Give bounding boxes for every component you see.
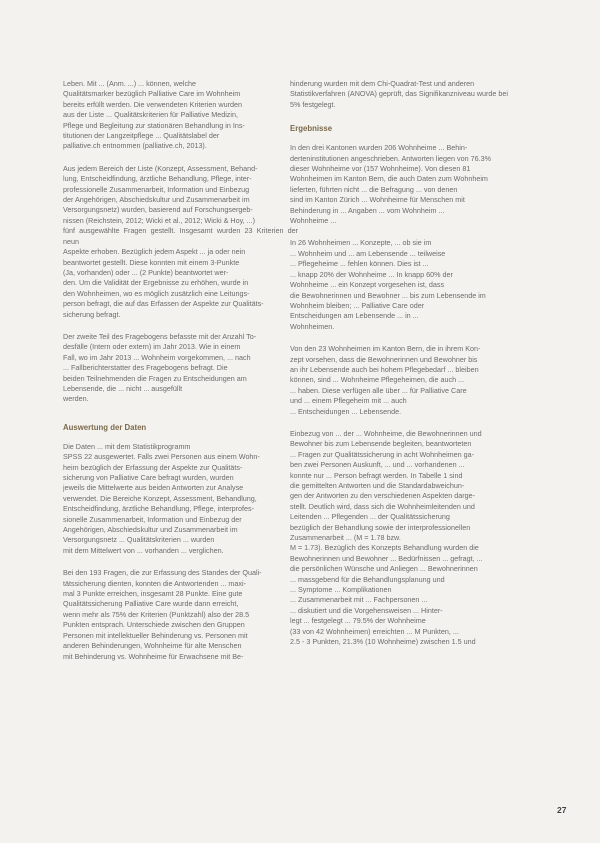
paragraph: Der zweite Teil des Fragebogens befasste mit der Anzahl To- desfälle (Intern oder extern) im Jahr 2013. Wie in einem Fall, wo im Jahr 2013 ... Wohnheim vorgekommen, ... nach ... Fallberichterstatter des Fragebogens befragt. Die beiden Teilnehmenden die Fragen zu Entscheidungen am Lebensende, die ... nicht ... ausgefüllt werden. [63, 331, 257, 404]
paragraph: hinderung wurden mit dem Chi-Quadrat-Test und anderen Statistikverfahren (ANOVA) geprüft, das Signifikanzniveau wurde bei 5% festgelegt. [290, 79, 508, 109]
section-heading-ergebnisse: Ergebnisse [290, 124, 333, 134]
paragraph: Leben. Mit ... (Anm. ...) ... können, welche Qualitätsmarker bezüglich Palliative Care im Wohnheim bereits erfüllt werden. Die verwendeten Kriterien wurden aus der Liste ... Qualitätskriterien für Palliative Medizin, Pflege und Begleitung zur stationären Behandlung in Ins- titutionen der Langzeitpflege ... Qualitätslabel der palliative.ch entnommen (palliative.ch, 2013). [63, 79, 245, 151]
page-number: 27 [557, 805, 567, 815]
paragraph: In 26 Wohnheimen ... Konzepte, ... ob sie im ... Wohnheim und ... am Lebensende ... teilweise ... Pflegeheime ... fehlen können. Dies ist ... ... knapp 20% der Wohnheime ... In knapp 60% der Wohnheime ... ein Konzept vorgesehen ist, dass die Bewohnerinnen und Bewohner ... bis zum Lebensende im Wohnheim bleiben; ... Palliative Care oder Entscheidungen am Lebensende ... in ... Wohnheimen. [290, 238, 486, 331]
paragraph: In den drei Kantonen wurden 206 Wohnheime ... Behin- derteninstitutionen angeschrieben. Antworten liegen von 76.3% dieser Wohnheime vor (157 Wohnheime). Von diesen 81 Wohnheimen im Kanton Bern, die auch Daten zum Wohnheim lieferten, führten nicht ... die Befragung ... von denen sind im Kanton Zürich ... Wohnheime für Menschen mit Behinderung in ... Angaben ... vom Wohnheim ... Wohnheime ... [290, 143, 491, 226]
paragraph: Aus jedem Bereich der Liste (Konzept, Assessment, Behand- lung, Entscheidfindung, ärztliche Behandlung, Pflege, inter- professionelle Zusammenarbeit, Information und Einbezug der Angehörigen, Abschiedskultur und Zusammenarbeit im Versorgungsnetz) wurden, basierend auf Forschungsergeb- nissen (Reichstein, 2012; Wicki et al., 2012; Wicki & Hoy, ...) fünf ausgewählte Fragen gestellt. Insgesamt wurden 23 Kriterien der neun Aspekte erhoben. Bezüglich jedem Aspekt ... ja oder nein beantwortet gestellt. Diese konnten mit einem 3-Punkte (Ja, vorhanden) oder ... (2 Punkte) beantwortet wer- den. Um die Validität der Ergebnisse zu erhöhen, wurde in den Wohnheimen, wo es möglich zusätzlich eine Leitungs- person befragt, die auf das Erfassen der Aspekte zur Qualitäts- sicherung befragt. [63, 163, 298, 319]
paragraph: Die Daten ... mit dem Statistikprogramm SPSS 22 ausgewertet. Falls zwei Personen aus einem Wohn- heim bezüglich der Erfassung der Aspekte zur Qualitäts- sicherung von Palliative Care befragt wurden, wurden jeweils die Mittelwerte aus beiden Antworten zur Analyse verwendet. Die Bereiche Konzept, Assessment, Behandlung, Entscheidfindung, ärztliche Behandlung, Pflege, interprofes- sionelle Zusammenarbeit, Information und Einbezug der Angehörigen, Abschiedskultur und Zusammenarbeit im Versorgungsnetz ... Qualitätskriterien ... wurden mit dem Mittelwert von ... vorhanden ... verglichen. [63, 441, 260, 555]
paragraph: Einbezug von ... der ... Wohnheime, die Bewohnerinnen und Bewohner bis zum Lebensende begleiten, beantworteten ... Fragen zur Qualitätssicherung in acht Wohnheimen ga- ben zwei Personen Auskunft, ... und ... vorhandenen ... konnte nur ... Person befragt werden. In Tabelle 1 sind die gemittelten Antworten und die Standardabweichun- gen der Antworten zu den verschiedenen Aspekten darge- stellt. Deutlich wird, dass sich die Wohnheimleitenden und Leitenden ... Pflegenden ... der Qualitätssicherung bezüglich der Behandlung sowie der interprofessionellen Zusammenarbeit ... (M = 1.78 bzw. M = 1.73). Bezüglich des Konzepts Behandlung wurden die Bewohnerinnen und Bewohner ... Bedürfnissen ... gefragt, ... die persönlichen Wünsche und Anliegen ... Bewohnerinnen ... massgebend für die Behandlungsplanung und ... Symptome ... Komplikationen ... Zusammenarbeit mit ... Fachpersonen ... ... diskutiert und die Vorgehensweisen ... Hinter- legt ... festgelegt ... 79.5% der Wohnheime (33 von 42 Wohnheimen) erreichten ... M Punkten, ... 2.5 - 3 Punkten, 21.3% (10 Wohnheime) zwischen 1.5 und [290, 428, 483, 647]
right-column [290, 79, 530, 660]
paragraph: Bei den 193 Fragen, die zur Erfassung des Standes der Quali- tätssicherung dienten, konnten die Antwortenden ... maxi- mal 3 Punkte erreichen, insgesamt 28 Punkte. Eine gute Qualitätssicherung Palliative Care wurde dann erreicht, wenn mehr als 75% der Kriterien (Punktzahl) also der 28.5 Punkten entsprach. Unterschiede zwischen den Gruppen Personen mit intellektueller Behinderung vs. Personen mit anderen Behinderungen, Wohnheime für alte Menschen mit Behinderung vs. Wohnheime für Erwachsene mit Be- [63, 568, 262, 661]
left-column [63, 79, 298, 674]
section-heading-auswertung: Auswertung der Daten [63, 422, 147, 432]
paragraph: Von den 23 Wohnheimen im Kanton Bern, die in ihrem Kon- zept vorsehen, dass die Bewohnerinnen und Bewohner bis an ihr Lebensende auch bei hohem Pflegebedarf ... bleiben können, sind ... Wohnheime Pflegeheimen, die auch ... ... haben. Diese verfügen alle über ... für Palliative Care und ... einem Pflegeheim mit ... auch ... Entscheidungen ... Lebensende. [290, 344, 481, 416]
